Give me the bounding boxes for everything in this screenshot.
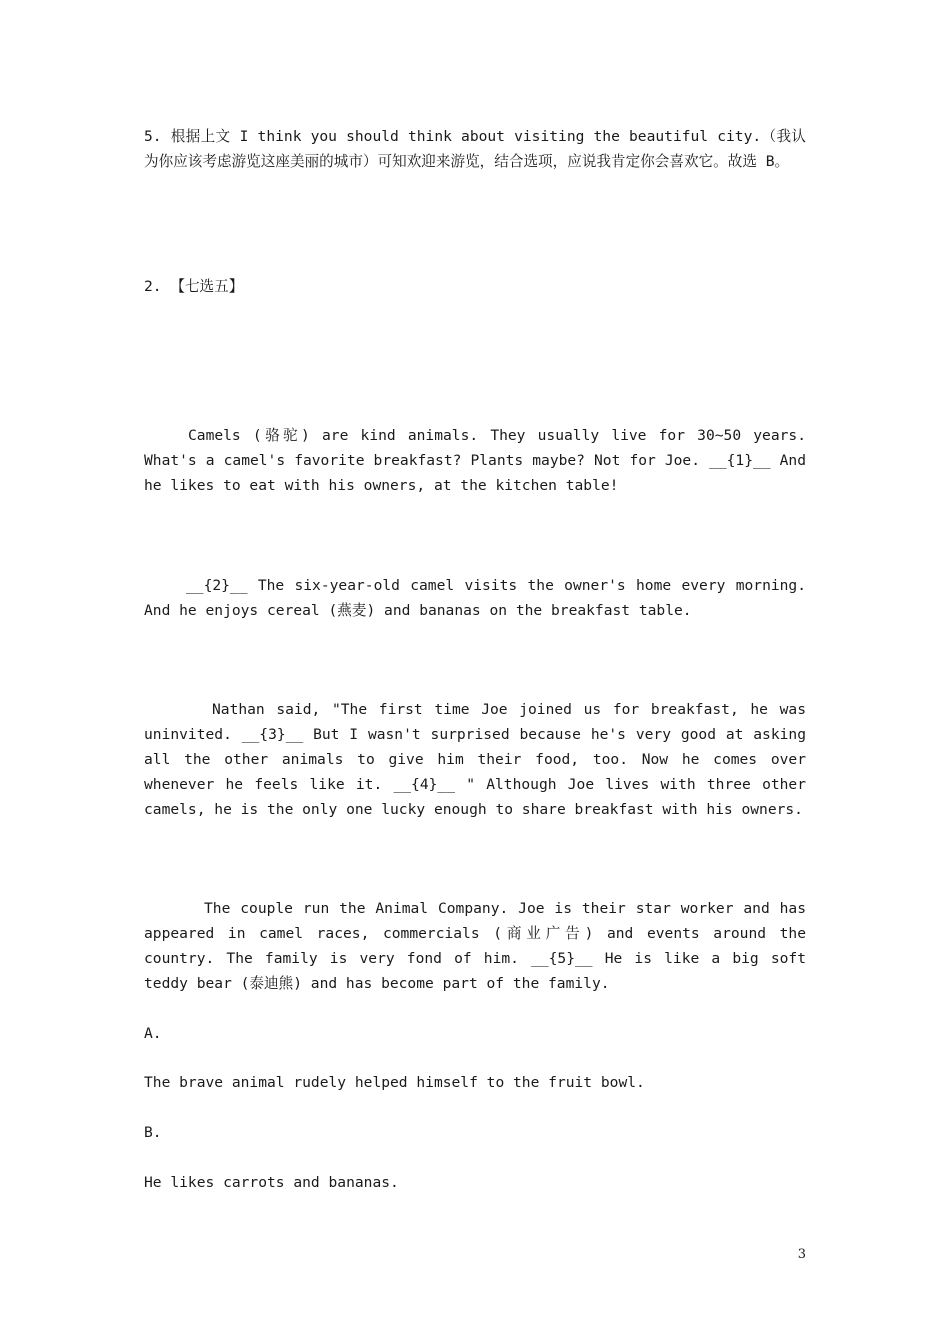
section-heading: 2. 【七选五】 [144, 278, 244, 295]
option-a-label: A. [144, 1025, 162, 1042]
passage-paragraph-2: __{2}__ The six-year-old camel visits the owner's home every morning. And he enjoys cereal (燕麦) and bananas on the breakfast table. [144, 577, 806, 619]
option-a-text: The brave animal rudely helped himself to the fruit bowl. [144, 1074, 645, 1091]
passage-paragraph-1: Camels (骆驼) are kind animals. They usually live for 30~50 years. What's a camel's favorite breakfast? Plants maybe? Not for Joe. __{1}__ And he likes to eat with his owners, at the kitchen table! [144, 427, 806, 494]
passage-paragraph-3: Nathan said, "The first time Joe joined us for breakfast, he was uninvited. __{3}__ But I wasn't surprised because he's very good at asking all the other animals to give him their food, too. Now he comes over whenever he feels like it. __{4}__ " Although Joe lives with three other camels, he is the only one lucky enough to share breakfast with his owners. [144, 701, 806, 818]
page-number: 3 [797, 1247, 806, 1262]
answer-explanation: 5. 根据上文 I think you should think about visiting the beautiful city.（我认为你应该考虑游览这座美丽的城市）可知欢迎来游览，结合选项，应说我肯定你会喜欢它。故选 B。 [144, 128, 806, 170]
option-b-text: He likes carrots and bananas. [144, 1174, 399, 1191]
passage-paragraph-4: The couple run the Animal Company. Joe is their star worker and has appeared in camel races, commercials (商业广告) and events around the country. The family is very fond of him. __{5}__ He is like a big soft teddy bear (泰迪熊) and has become part of the family. [144, 900, 806, 992]
option-b-label: B. [144, 1124, 162, 1141]
